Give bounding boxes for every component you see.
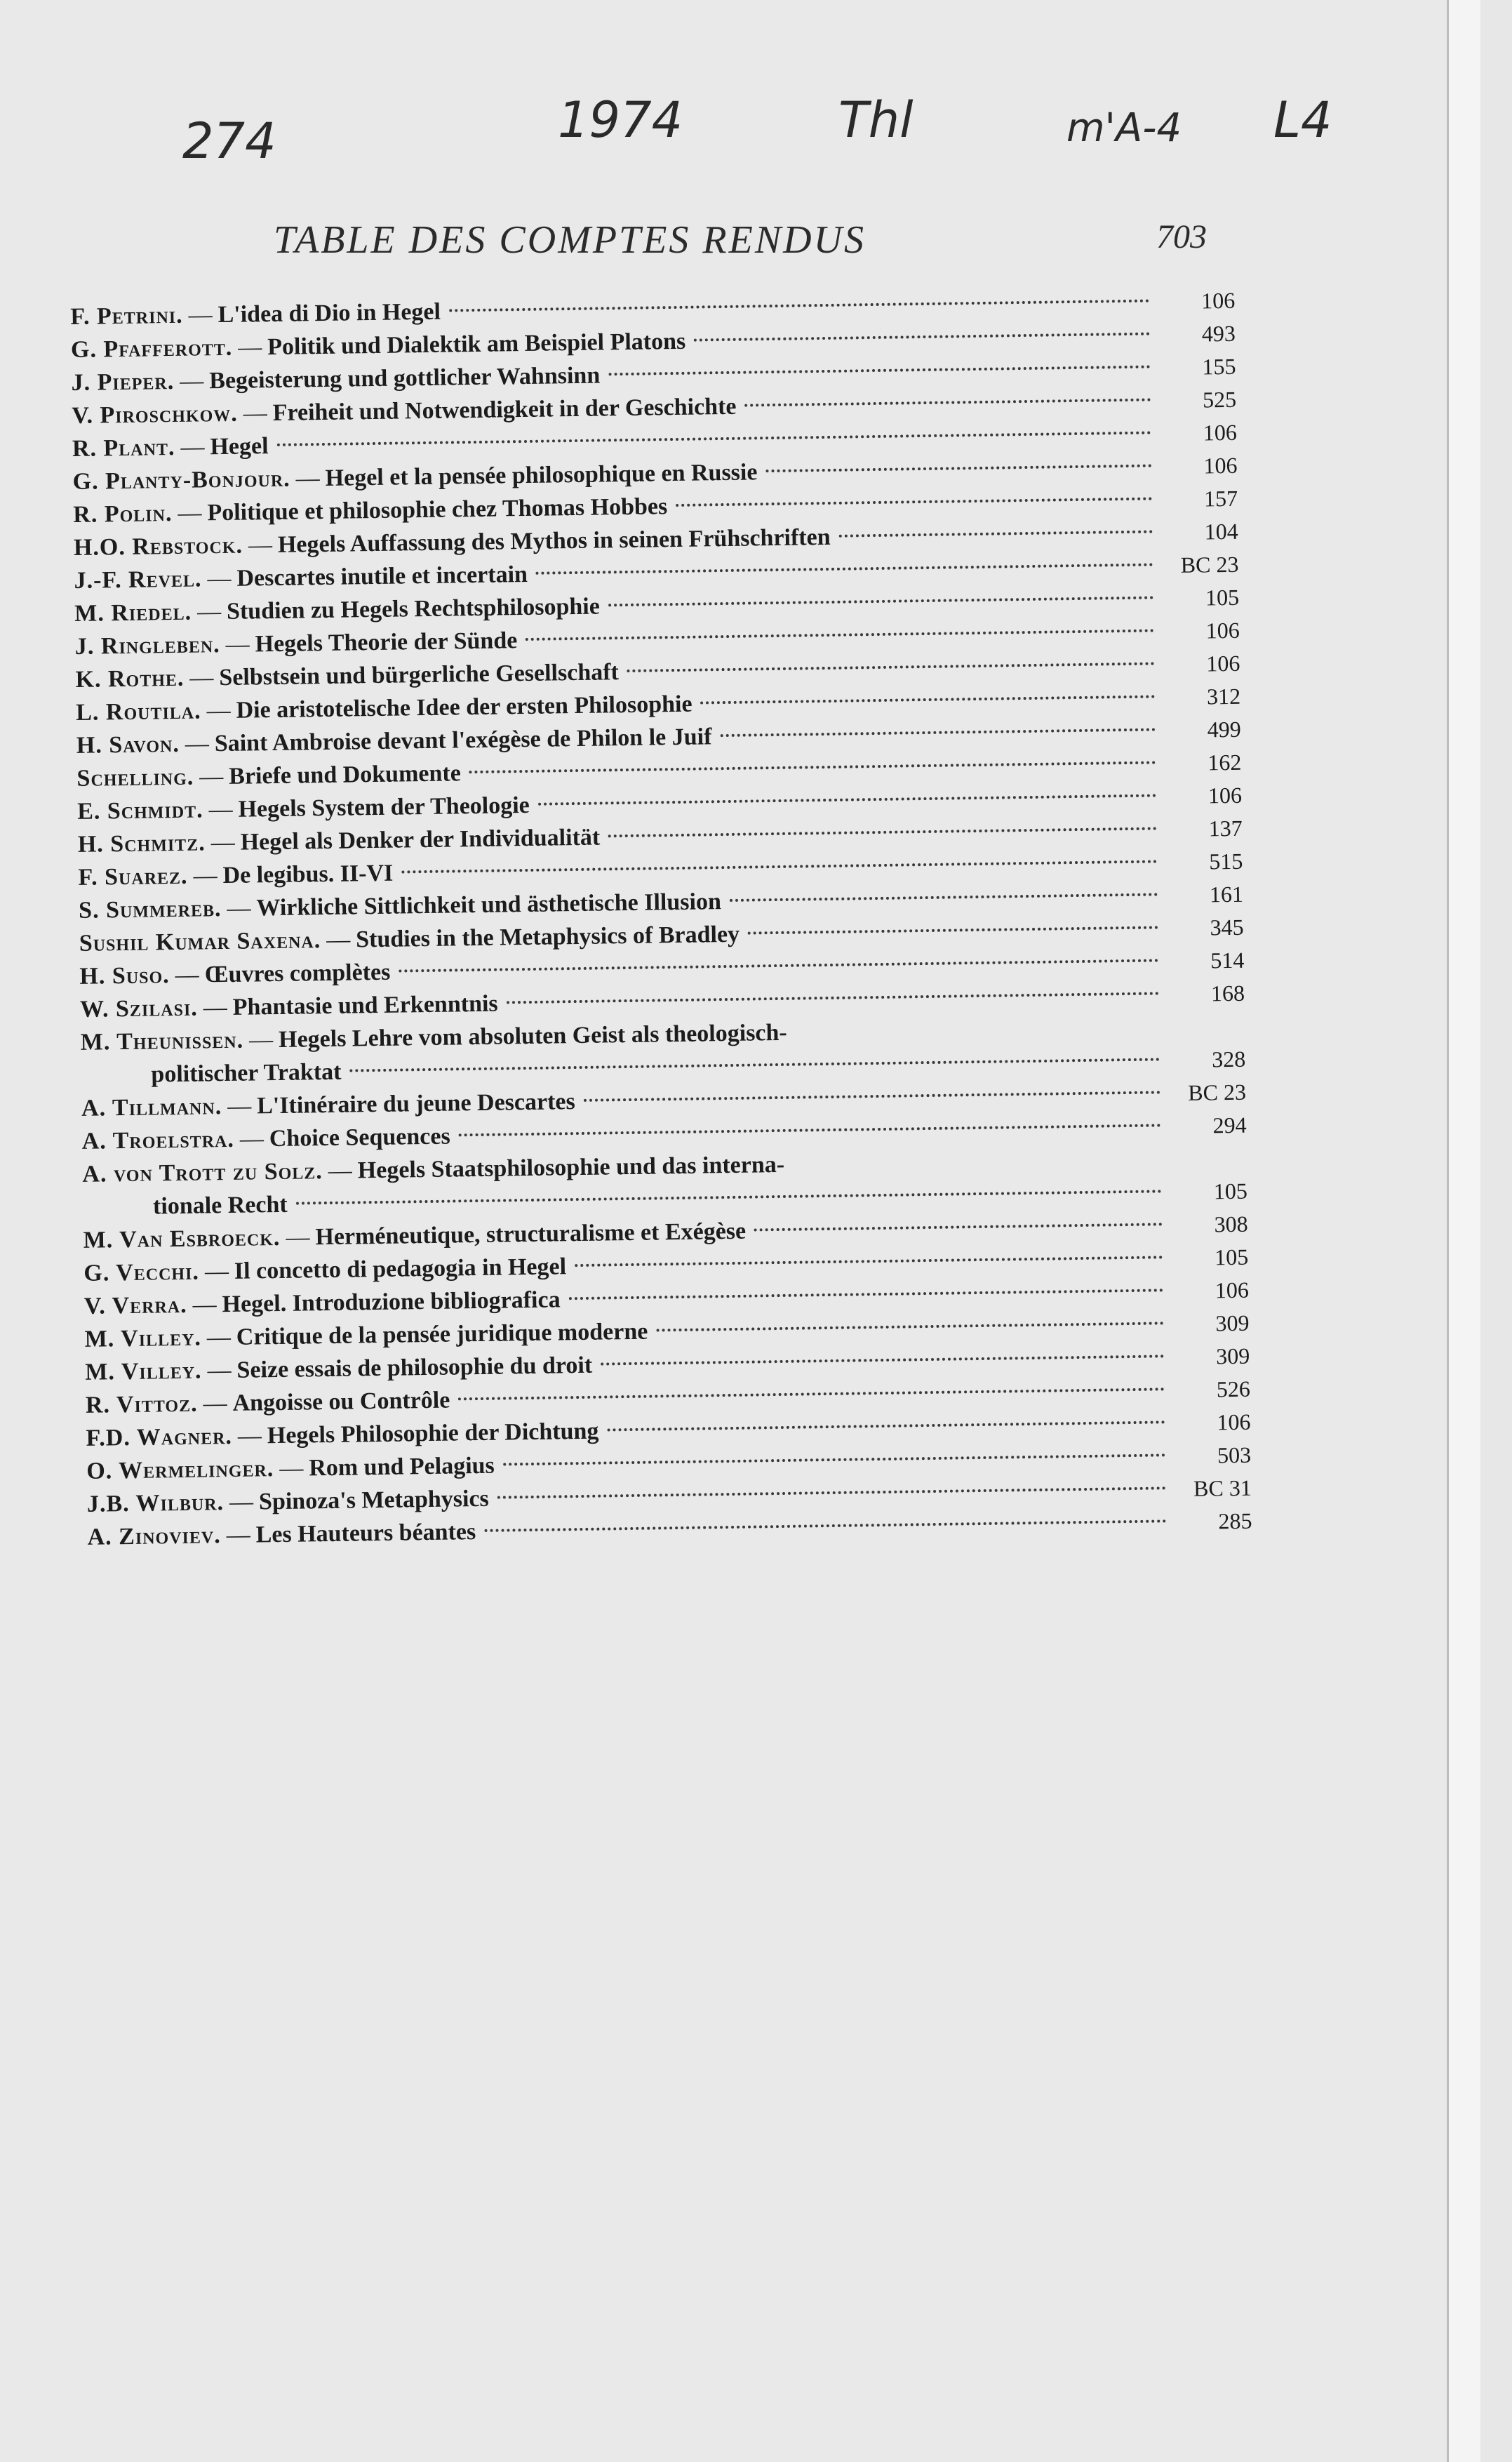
entry-page-ref: 493 [1201,320,1236,347]
entry-separator: — [328,1157,353,1184]
entry-title: Studien zu Hegels Rechtsphilosophie [226,593,601,625]
entry-title: Critique de la pensée juridique moderne [236,1318,648,1350]
entry-title: Hegel et la pensée philosophique en Russie [325,459,758,491]
dot-leader [497,1486,1166,1498]
entry-page-ref: 105 [1214,1244,1249,1270]
entry-title: Hegels Auffassung des Mythos in seinen Frühschriften [277,524,831,558]
entry-separator: — [207,565,232,592]
entry-author: F. Suarez. [78,863,188,891]
entry-author: M. Villey. [85,1357,202,1385]
entry-author: Sushil Kumar Saxena. [79,927,321,957]
entry-author: A. Zinoviev. [87,1522,221,1550]
entry-separator: — [188,302,213,328]
entry-author: M. Van Esbroeck. [83,1224,281,1253]
entry-separator: — [196,599,222,625]
dot-leader [720,728,1155,737]
entry-title: Spinoza's Metaphysics [258,1485,490,1515]
entry-page-ref: 104 [1204,518,1239,545]
dot-leader [536,563,1153,574]
entry-author: H.O. Rebstock. [73,532,243,561]
dot-leader [484,1519,1166,1532]
entry-author: G. Vecchi. [83,1258,200,1286]
entry-page-ref: 106 [1203,452,1238,479]
entry-page-ref: 526 [1216,1376,1251,1402]
index-list [70,284,1252,1554]
entry-page-ref: 106 [1215,1277,1250,1303]
entry-separator: — [185,731,210,757]
dot-leader [503,1453,1165,1465]
entry-author: F.D. Wagner. [86,1423,233,1451]
entry-title: Phantasie und Erkenntnis [232,990,498,1020]
entry-author: K. Rothe. [75,665,185,693]
entry-separator: — [225,631,250,658]
entry-title: L'Itinéraire du jeune Descartes [256,1089,575,1119]
entry-separator: — [203,994,228,1021]
entry-page-ref: 294 [1212,1112,1247,1138]
dot-leader [507,992,1159,1004]
page-number: 703 [1156,218,1207,255]
entry-separator: — [204,1258,229,1285]
entry-title: Hegels Theorie der Sünde [255,627,518,658]
entry-page-ref: 525 [1202,386,1237,413]
dot-leader [459,1124,1161,1136]
entry-page-ref: 157 [1203,485,1238,512]
entry-title: Hegel als Denker der Individualität [240,824,601,856]
entry-author: G. Pfafferott. [70,334,233,363]
annotation-2: 1974 [558,91,683,149]
entry-title-continuation: tionale Recht [152,1191,288,1220]
dot-leader [676,497,1152,506]
entry-author: G. Planty-Bonjour. [72,465,290,495]
dot-leader [839,530,1153,537]
entry-title: Selbstsein und bürgerliche Gesellschaft [219,659,620,691]
entry-separator: — [206,1324,232,1351]
dot-leader [754,1223,1163,1231]
entry-title: Politique et philosophie chez Thomas Hobbes [207,493,668,526]
entry-title: Seize essais de philosophie du droit [236,1352,593,1383]
entry-title: De legibus. II-VI [222,860,394,889]
dot-leader [656,1322,1163,1331]
entry-title: Wirkliche Sittlichkeit und ästhetische Illusion [256,889,722,921]
entry-author: J. Pieper. [71,368,175,396]
entry-title: Œuvres complètes [204,959,391,988]
entry-author: W. Szilasi. [79,994,199,1023]
entry-separator: — [295,465,320,492]
entry-title: Choice Sequences [269,1123,450,1152]
entry-title: Rom und Pelagius [309,1452,495,1482]
entry-author: H. Savon. [76,731,180,759]
entry-author: J.-F. Revel. [74,566,202,594]
dot-leader [276,432,1151,446]
entry-page-ref: BC 31 [1193,1475,1252,1501]
entry-separator: — [192,1291,217,1318]
entry-title-continuation: politischer Traktat [151,1058,342,1088]
dot-leader [469,761,1156,773]
entry-author: E. Schmidt. [76,797,203,825]
entry-separator: — [229,1489,254,1515]
dot-leader [458,1388,1165,1400]
annotation-1: 274 [182,112,276,170]
entry-page-ref: 309 [1215,1310,1250,1336]
entry-author: M. Theunissen. [80,1027,244,1056]
entry-page-ref: 328 [1212,1046,1246,1072]
entry-separator: — [239,1126,265,1152]
entry-title: Hegels System der Theologie [238,792,530,823]
dot-leader [627,662,1155,672]
dot-leader [401,860,1157,873]
page-title: TABLE DES COMPTES RENDUS [274,218,867,262]
entry-separator: — [279,1455,304,1482]
dot-leader [575,1256,1163,1267]
entry-title: Hegels Lehre vom absoluten Geist als theologisch- [278,1019,787,1053]
dot-leader [569,1289,1163,1300]
entry-page-ref: 499 [1207,716,1241,743]
entry-page-ref: 106 [1206,650,1240,677]
annotation-5: L4 [1273,91,1332,149]
entry-title: Politik und Dialektik am Beispiel Platons [267,328,686,361]
entry-title: Les Hauteurs béantes [255,1519,476,1548]
dot-leader [608,366,1150,376]
entry-page-ref: 155 [1202,353,1236,380]
entry-page-ref: 514 [1210,947,1245,973]
entry-author: H. Schmitz. [77,830,206,858]
entry-separator: — [178,500,202,526]
dot-leader [538,794,1156,805]
entry-author: A. Tillmann. [81,1093,222,1122]
entry-author: F. Petrini. [70,302,183,330]
entry-separator: — [208,796,233,823]
dot-leader [730,893,1158,902]
dot-leader [744,399,1151,407]
entry-separator: — [248,532,273,559]
entry-separator: — [175,961,199,989]
entry-author: R. Plant. [72,434,175,462]
entry-page-ref: 503 [1217,1442,1252,1468]
entry-author: M. Villey. [84,1324,202,1352]
entry-author: L. Routila. [75,698,201,726]
entry-author: J.B. Wilbur. [86,1489,225,1517]
entry-title: Hegels Staatsphilosophie und das interna- [357,1151,785,1184]
entry-author: Schelling. [76,764,194,792]
entry-page-ref: 162 [1207,749,1242,776]
entry-title: Hegel [210,433,269,460]
entry-separator: — [286,1224,310,1251]
entry-page-ref: 168 [1210,980,1245,1006]
entry-title: Briefe und Dokumente [229,760,462,790]
entry-author: O. Wermelinger. [86,1456,274,1484]
dot-leader [526,629,1153,641]
dot-leader [601,1355,1164,1365]
entry-separator: — [206,697,231,724]
entry-title: Herméneutique, structuralisme et Exégèse [315,1218,747,1251]
entry-page-ref: 345 [1210,914,1244,940]
entry-separator: — [237,1423,262,1449]
entry-title: Hegel. Introduzione bibliografica [222,1286,561,1318]
entry-title: Il concetto di pedagogia in Hegel [234,1253,567,1284]
handwritten-annotations [168,84,1403,189]
entry-page-ref: 106 [1217,1409,1251,1435]
dot-leader [349,1058,1160,1072]
dot-leader [694,333,1150,342]
entry-separator: — [248,1027,274,1053]
entry-separator: — [207,1357,232,1384]
entry-separator: — [326,926,351,953]
entry-title: Begeisterung und gottlicher Wahnsinn [208,362,601,394]
entry-separator: — [243,400,267,427]
entry-page-ref: 312 [1206,683,1241,710]
entry-title: Hegels Philosophie der Dichtung [267,1418,599,1449]
entry-title: Studies in the Metaphysics of Bradley [355,921,740,953]
entry-title: Descartes inutile et incertain [236,561,528,592]
dot-leader [608,596,1153,606]
dot-leader [701,695,1156,704]
entry-separator: — [179,368,204,394]
entry-page-ref: 105 [1213,1178,1248,1204]
annotation-4: m'A-4 [1066,105,1182,151]
dot-leader [399,959,1158,972]
entry-page-ref: 106 [1203,419,1238,446]
dot-leader [607,1420,1165,1431]
entry-title: Freiheit und Notwendigkeit in der Geschichte [272,393,737,426]
entry-title: Angoisse ou Contrôle [232,1387,450,1416]
entry-separator: — [180,434,205,460]
entry-page-ref: 106 [1200,287,1236,314]
entry-separator: — [193,863,218,889]
entry-page-ref: BC 23 [1187,1079,1247,1105]
entry-page-ref: 515 [1209,848,1243,874]
dot-leader [748,926,1158,934]
entry-separator: — [210,829,235,856]
entry-author: A. von Trott zu Solz. [82,1158,323,1187]
entry-separator: — [237,334,262,361]
entry-page-ref: 106 [1205,617,1240,644]
dot-leader [449,300,1149,312]
entry-page-ref: 137 [1208,815,1243,841]
entry-author: V. Piroschkow. [72,400,239,429]
entry-author: J. Ringleben. [74,632,220,660]
annotation-3: Thl [838,91,914,149]
dot-leader [584,1091,1160,1101]
entry-page-ref: 106 [1207,782,1243,809]
dot-leader [296,1190,1162,1204]
entry-author: R. Vittoz. [85,1390,198,1418]
entry-page-ref: 105 [1205,584,1240,611]
entry-author: M. Riedel. [74,599,192,627]
entry-separator: — [227,1093,252,1119]
entry-page-ref: 309 [1215,1343,1250,1369]
entry-separator: — [189,665,214,691]
entry-separator: — [227,895,251,921]
entry-page-ref: BC 23 [1180,551,1239,578]
page-header [274,218,1207,274]
entry-separator: — [226,1522,250,1549]
entry-separator: — [199,764,224,790]
entry-author: S. Summereb. [78,896,222,924]
entry-author: H. Suso. [79,962,170,990]
entry-separator: — [203,1390,227,1417]
entry-title: Saint Ambroise devant l'exégèse de Philon le Juif [214,724,712,757]
entry-title: Die aristotelische Idee der ersten Philosophie [236,691,693,724]
entry-page-ref: 308 [1214,1211,1248,1237]
entry-page-ref: 285 [1218,1508,1252,1534]
entry-author: V. Verra. [83,1291,187,1319]
page-edge [1447,0,1480,2462]
entry-title: L'idea di Dio in Hegel [218,298,441,328]
entry-author: A. Troelstra. [81,1126,235,1155]
dot-leader [608,827,1157,837]
entry-page-ref: 161 [1209,881,1244,907]
dot-leader [765,465,1151,473]
entry-author: R. Polin. [73,500,173,528]
